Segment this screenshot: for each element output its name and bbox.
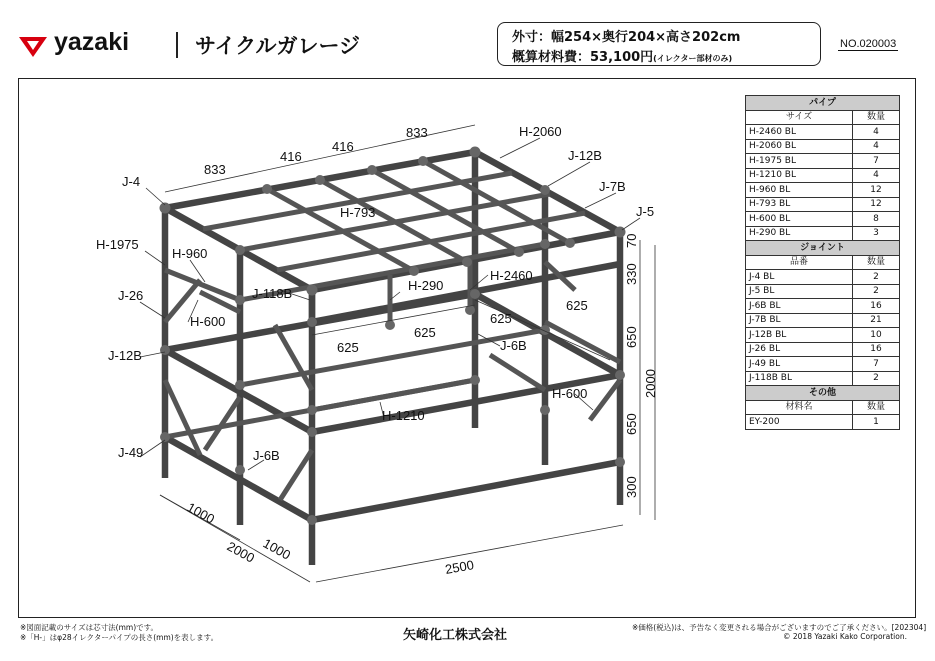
company-name: 矢崎化工株式会社: [403, 628, 508, 643]
joint-name: J-118B BL: [746, 371, 853, 386]
joint-row: [746, 284, 900, 299]
pipe-qty: 8: [853, 212, 900, 227]
label-j6b-bottom: J-6B: [253, 448, 280, 463]
pipe-name: H-2460 BL: [746, 125, 853, 140]
label-h1210: H-1210: [382, 408, 425, 423]
other-name: EY-200: [746, 415, 853, 430]
pipe-qty: 12: [853, 183, 900, 198]
page-title: サイクルガレージ: [195, 34, 361, 58]
pipe-col-qty: 数量: [853, 110, 900, 125]
pipe-row: [746, 154, 900, 169]
joint-row: [746, 313, 900, 328]
joint-qty: 2: [853, 284, 900, 299]
brand-name: yazaki: [54, 28, 130, 56]
joint-qty: 21: [853, 313, 900, 328]
joint-row: [746, 357, 900, 372]
joint-row: [746, 371, 900, 386]
dim-v-2000: 2000: [643, 369, 658, 398]
joint-name: J-6B BL: [746, 299, 853, 314]
label-j26: J-26: [118, 288, 144, 303]
pipe-section-title: パイプ: [746, 96, 900, 111]
label-j12b-top: J-12B: [568, 148, 602, 163]
pipe-row: [746, 226, 900, 241]
material-cost-value: 概算材料費：53,100円: [512, 50, 654, 65]
joint-row: [746, 299, 900, 314]
other-section-title: その他: [746, 386, 900, 401]
footer-note-2: ※「H-」はφ28イレクターパイプの長さ(mm)を表します。: [20, 633, 219, 642]
joint-qty: 16: [853, 299, 900, 314]
label-j49: J-49: [118, 445, 144, 460]
joint-row: [746, 270, 900, 285]
pipe-column-headers: [746, 110, 900, 125]
pipe-row: [746, 125, 900, 140]
label-h600-right: H-600: [552, 386, 588, 401]
pipe-section-header: [746, 96, 900, 111]
joint-col-qty: 数量: [853, 255, 900, 270]
label-j6b-right: J-6B: [500, 338, 527, 353]
price-note: ※価格(税込)は、予告なく変更される場合がございますのでご了承ください。[202304]: [632, 623, 927, 632]
other-col-name: 材料名: [746, 400, 853, 415]
dim-top-833-right: 833: [406, 125, 428, 140]
dim-b-1000-b: 1000: [260, 535, 294, 563]
dim-b-2000: 2000: [224, 538, 258, 566]
dim-v-300: 300: [624, 476, 639, 498]
bill-of-materials: [745, 95, 900, 430]
label-h600-left: H-600: [190, 314, 226, 329]
pipe-name: H-793 BL: [746, 197, 853, 212]
pipe-name: H-2060 BL: [746, 139, 853, 154]
pipe-name: H-1210 BL: [746, 168, 853, 183]
joint-name: J-4 BL: [746, 270, 853, 285]
pipe-row: [746, 212, 900, 227]
other-col-qty: 数量: [853, 400, 900, 415]
label-h2060: H-2060: [519, 124, 562, 139]
dim-v-330: 330: [624, 263, 639, 285]
outer-dimensions: 外寸：幅254×奥行204×高さ202cm: [512, 30, 741, 45]
dim-v-70: 70: [624, 233, 639, 248]
pipe-qty: 4: [853, 139, 900, 154]
label-j5: J-5: [636, 204, 655, 219]
joint-name: J-12B BL: [746, 328, 853, 343]
pipe-qty: 4: [853, 125, 900, 140]
joint-qty: 10: [853, 328, 900, 343]
pipe-qty: 3: [853, 226, 900, 241]
joint-qty: 2: [853, 371, 900, 386]
pipe-name: H-1975 BL: [746, 154, 853, 169]
joint-section-title: ジョイント: [746, 241, 900, 256]
joint-name: J-49 BL: [746, 357, 853, 372]
dim-v-650-b: 650: [624, 413, 639, 435]
dim-mid-625-c: 625: [490, 311, 512, 326]
other-qty: 1: [853, 415, 900, 430]
copyright: © 2018 Yazaki Kako Corporation.: [783, 632, 907, 641]
pipe-col-name: サイズ: [746, 110, 853, 125]
dim-mid-625-d: 625: [566, 298, 588, 313]
label-j7b: J-7B: [599, 179, 626, 194]
dim-top-416-a: 416: [280, 149, 302, 164]
joint-qty: 7: [853, 357, 900, 372]
dim-v-650-a: 650: [624, 326, 639, 348]
dim-mid-625-a: 625: [337, 340, 359, 355]
label-h1975: H-1975: [96, 237, 139, 252]
joint-name: J-26 BL: [746, 342, 853, 357]
footer-note-1: ※図面記載のサイズは芯寸法(mm)です。: [20, 623, 159, 632]
pipe-row: [746, 139, 900, 154]
label-h290: H-290: [408, 278, 444, 293]
pipe-structure: [160, 147, 626, 566]
joint-name: J-7B BL: [746, 313, 853, 328]
label-h960: H-960: [172, 246, 208, 261]
pipe-qty: 12: [853, 197, 900, 212]
label-h793: H-793: [340, 205, 376, 220]
pipe-name: H-290 BL: [746, 226, 853, 241]
joint-row: [746, 328, 900, 343]
label-j4: J-4: [122, 174, 141, 189]
dim-b-1000-a: 1000: [184, 499, 218, 527]
joint-column-headers: [746, 255, 900, 270]
pipe-name: H-600 BL: [746, 212, 853, 227]
document-number: NO.020003: [840, 38, 897, 50]
pipe-qty: 7: [853, 154, 900, 169]
other-row: [746, 415, 900, 430]
pipe-row: [746, 197, 900, 212]
joint-col-name: 品番: [746, 255, 853, 270]
label-j118b: J-118B: [252, 286, 293, 301]
other-section-header: [746, 386, 900, 401]
label-j12b-left: J-12B: [108, 348, 142, 363]
other-column-headers: [746, 400, 900, 415]
dim-top-416-b: 416: [332, 139, 354, 154]
joint-row: [746, 342, 900, 357]
joint-name: J-5 BL: [746, 284, 853, 299]
label-h2460: H-2460: [490, 268, 533, 283]
pipe-row: [746, 168, 900, 183]
dim-top-833-left: 833: [204, 162, 226, 177]
pipe-name: H-960 BL: [746, 183, 853, 198]
dim-b-2500: 2500: [443, 557, 476, 577]
material-cost-note: (イレクター部材のみ): [653, 54, 733, 63]
pipe-qty: 4: [853, 168, 900, 183]
dim-mid-625-b: 625: [414, 325, 436, 340]
bom-body: [746, 96, 900, 430]
joint-qty: 16: [853, 342, 900, 357]
joint-section-header: [746, 241, 900, 256]
pipe-row: [746, 183, 900, 198]
joint-qty: 2: [853, 270, 900, 285]
